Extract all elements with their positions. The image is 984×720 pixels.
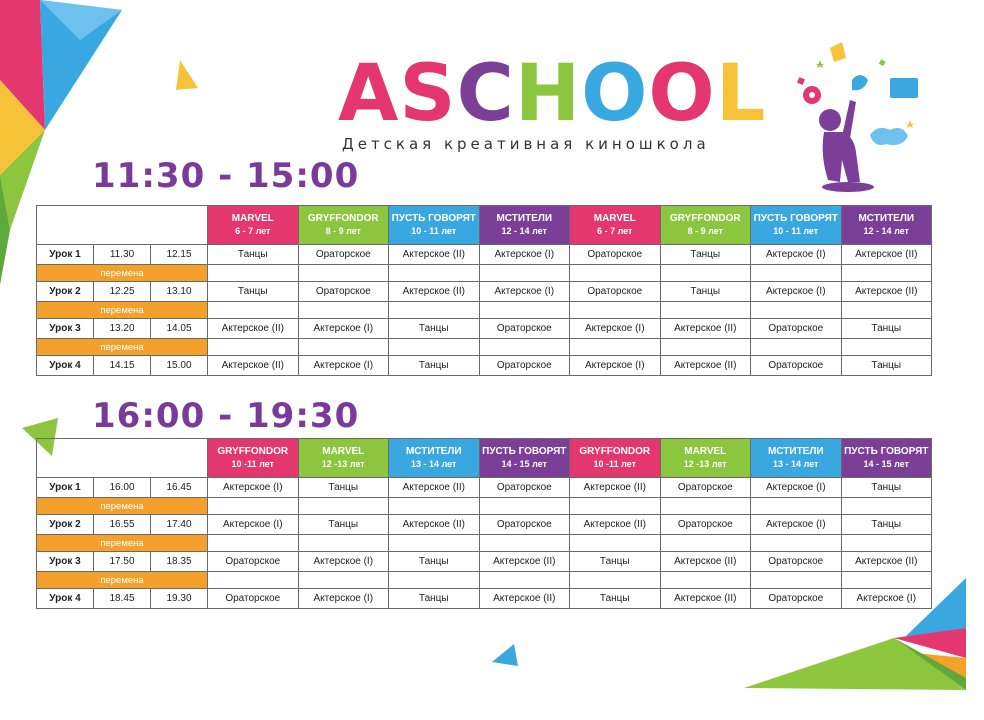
group-header-row (37, 206, 932, 245)
lesson-label: Урок 3 (37, 319, 94, 339)
class-cell: Ораторское (751, 552, 842, 572)
lesson-row (37, 356, 932, 376)
class-cell: Ораторское (479, 356, 570, 376)
group-header (208, 439, 299, 478)
lesson-end: 17.40 (151, 515, 208, 535)
class-cell: Танцы (841, 515, 932, 535)
break-row (37, 265, 932, 282)
class-cell: Ораторское (298, 245, 389, 265)
header-spacer (37, 439, 208, 478)
group-header (479, 439, 570, 478)
break-row (37, 572, 932, 589)
group-header (389, 206, 480, 245)
empty-cell (841, 535, 932, 552)
group-header (751, 439, 842, 478)
group-name: GRYFFONDOR (307, 213, 379, 224)
lesson-label: Урок 3 (37, 552, 94, 572)
class-cell: Актерское (II) (660, 319, 751, 339)
lesson-label: Урок 2 (37, 282, 94, 302)
class-cell: Актерское (II) (570, 515, 661, 535)
lesson-label: Урок 4 (37, 589, 94, 609)
class-cell: Ораторское (479, 478, 570, 498)
empty-cell (660, 535, 751, 552)
logo-letter: S (399, 49, 457, 139)
class-cell: Танцы (298, 515, 389, 535)
empty-cell (570, 572, 661, 589)
class-cell: Ораторское (479, 319, 570, 339)
group-age: 10 -11 лет (593, 459, 636, 469)
empty-cell (751, 535, 842, 552)
empty-cell (841, 339, 932, 356)
class-cell: Ораторское (570, 282, 661, 302)
schedule-table (36, 205, 932, 376)
class-cell: Танцы (660, 245, 751, 265)
empty-cell (479, 302, 570, 319)
group-name: МСТИТЕЛИ (858, 213, 915, 224)
break-row (37, 302, 932, 319)
lesson-end: 19.30 (151, 589, 208, 609)
empty-cell (660, 498, 751, 515)
class-cell: Актерское (II) (841, 245, 932, 265)
lesson-label: Урок 4 (37, 356, 94, 376)
group-name: ПУСТЬ ГОВОРЯТ (482, 446, 567, 457)
break-label: перемена (37, 302, 208, 319)
class-cell: Актерское (I) (841, 589, 932, 609)
class-cell: Ораторское (660, 478, 751, 498)
group-header (660, 439, 751, 478)
class-cell: Актерское (II) (841, 282, 932, 302)
empty-cell (298, 572, 389, 589)
empty-cell (479, 498, 570, 515)
group-age: 14 - 15 лет (863, 459, 909, 469)
session-time-title: 11:30 - 15:00 (92, 156, 360, 196)
class-cell: Актерское (I) (298, 356, 389, 376)
group-name: GRYFFONDOR (669, 213, 741, 224)
empty-cell (389, 302, 480, 319)
group-name: GRYFFONDOR (217, 446, 289, 457)
lesson-start: 14.15 (94, 356, 151, 376)
group-name: MARVEL (231, 213, 274, 224)
empty-cell (570, 339, 661, 356)
empty-cell (389, 498, 480, 515)
class-cell: Актерское (I) (570, 356, 661, 376)
group-header (479, 206, 570, 245)
group-age: 6 - 7 лет (235, 226, 271, 236)
schedule-table (36, 438, 932, 609)
lesson-label: Урок 2 (37, 515, 94, 535)
group-age: 6 - 7 лет (597, 226, 633, 236)
lesson-label: Урок 1 (37, 245, 94, 265)
empty-cell (751, 265, 842, 282)
group-header (298, 439, 389, 478)
empty-cell (208, 302, 299, 319)
group-header (570, 439, 661, 478)
empty-cell (751, 339, 842, 356)
empty-cell (479, 339, 570, 356)
group-age: 10 - 11 лет (411, 226, 457, 236)
group-name: МСТИТЕЛИ (405, 446, 462, 457)
class-cell: Танцы (841, 319, 932, 339)
lesson-end: 14.05 (151, 319, 208, 339)
logo-letter: A (338, 49, 400, 139)
break-label: перемена (37, 498, 208, 515)
group-name: MARVEL (322, 446, 365, 457)
class-cell: Актерское (I) (479, 282, 570, 302)
class-cell: Танцы (389, 552, 480, 572)
empty-cell (389, 339, 480, 356)
group-age: 10 - 11 лет (773, 226, 819, 236)
class-cell: Актерское (II) (660, 356, 751, 376)
group-header (660, 206, 751, 245)
group-name: ПУСТЬ ГОВОРЯТ (753, 213, 838, 224)
class-cell: Ораторское (751, 356, 842, 376)
empty-cell (479, 572, 570, 589)
lesson-start: 12.25 (94, 282, 151, 302)
empty-cell (841, 498, 932, 515)
empty-cell (389, 572, 480, 589)
class-cell: Ораторское (479, 515, 570, 535)
group-age: 12 - 14 лет (501, 226, 547, 236)
lesson-start: 16.00 (94, 478, 151, 498)
logo-wordmark (338, 49, 788, 139)
class-cell: Ораторское (298, 282, 389, 302)
lesson-row (37, 589, 932, 609)
empty-cell (208, 535, 299, 552)
empty-cell (479, 535, 570, 552)
class-cell: Актерское (I) (570, 319, 661, 339)
lesson-row (37, 282, 932, 302)
class-cell: Актерское (I) (751, 478, 842, 498)
empty-cell (208, 339, 299, 356)
class-cell: Танцы (208, 282, 299, 302)
empty-cell (660, 572, 751, 589)
lesson-row (37, 319, 932, 339)
class-cell: Актерское (I) (298, 319, 389, 339)
logo-letter: O (648, 49, 716, 139)
group-name: GRYFFONDOR (579, 446, 651, 457)
class-cell: Актерское (II) (208, 356, 299, 376)
group-age: 12 -13 лет (683, 459, 727, 469)
lesson-label: Урок 1 (37, 478, 94, 498)
group-name: ПУСТЬ ГОВОРЯТ (844, 446, 929, 457)
empty-cell (298, 302, 389, 319)
lesson-row (37, 478, 932, 498)
lesson-row (37, 552, 932, 572)
group-header-row (37, 439, 932, 478)
lesson-row (37, 245, 932, 265)
lesson-end: 16.45 (151, 478, 208, 498)
class-cell: Актерское (II) (841, 552, 932, 572)
empty-cell (660, 265, 751, 282)
lesson-row (37, 515, 932, 535)
class-cell: Танцы (841, 356, 932, 376)
empty-cell (660, 302, 751, 319)
class-cell: Актерское (I) (298, 552, 389, 572)
class-cell: Актерское (I) (208, 478, 299, 498)
class-cell: Танцы (570, 552, 661, 572)
class-cell: Актерское (I) (479, 245, 570, 265)
lesson-end: 12.15 (151, 245, 208, 265)
group-name: ПУСТЬ ГОВОРЯТ (391, 213, 476, 224)
triangle-decoration (176, 60, 200, 92)
class-cell: Актерское (II) (660, 552, 751, 572)
group-header (208, 206, 299, 245)
empty-cell (751, 302, 842, 319)
brand-tagline: Детская креативная киношкола (342, 135, 710, 153)
class-cell: Актерское (I) (751, 282, 842, 302)
class-cell: Танцы (841, 478, 932, 498)
lesson-start: 11.30 (94, 245, 151, 265)
class-cell: Танцы (389, 589, 480, 609)
empty-cell (208, 498, 299, 515)
empty-cell (841, 265, 932, 282)
group-age: 13 - 14 лет (411, 459, 457, 469)
group-name: MARVEL (593, 213, 636, 224)
brand-logo (338, 49, 788, 153)
group-header (751, 206, 842, 245)
class-cell: Актерское (I) (751, 245, 842, 265)
empty-cell (389, 535, 480, 552)
logo-letter: H (514, 49, 582, 139)
logo-letter: C (456, 49, 515, 139)
empty-cell (570, 302, 661, 319)
session-time-title: 16:00 - 19:30 (92, 396, 360, 436)
group-age: 12 -13 лет (321, 459, 365, 469)
empty-cell (298, 498, 389, 515)
class-cell: Танцы (570, 589, 661, 609)
group-age: 13 - 14 лет (773, 459, 819, 469)
empty-cell (570, 535, 661, 552)
group-header (389, 439, 480, 478)
class-cell: Актерское (II) (389, 478, 480, 498)
class-cell: Актерское (I) (751, 515, 842, 535)
class-cell: Актерское (II) (479, 552, 570, 572)
lesson-end: 18.35 (151, 552, 208, 572)
group-name: МСТИТЕЛИ (496, 213, 553, 224)
class-cell: Танцы (660, 282, 751, 302)
group-header (841, 439, 932, 478)
class-cell: Танцы (298, 478, 389, 498)
lesson-start: 16.55 (94, 515, 151, 535)
header-spacer (37, 206, 208, 245)
empty-cell (298, 265, 389, 282)
empty-cell (751, 572, 842, 589)
lesson-end: 13.10 (151, 282, 208, 302)
group-name: МСТИТЕЛИ (767, 446, 824, 457)
class-cell: Танцы (389, 319, 480, 339)
class-cell: Ораторское (570, 245, 661, 265)
lesson-end: 15.00 (151, 356, 208, 376)
group-header (841, 206, 932, 245)
class-cell: Актерское (II) (389, 282, 480, 302)
group-header (298, 206, 389, 245)
lesson-start: 17.50 (94, 552, 151, 572)
logo-letter: O (581, 49, 649, 139)
break-label: перемена (37, 572, 208, 589)
empty-cell (570, 265, 661, 282)
empty-cell (841, 302, 932, 319)
empty-cell (389, 265, 480, 282)
group-age: 14 - 15 лет (501, 459, 547, 469)
class-cell: Ораторское (208, 589, 299, 609)
class-cell: Актерское (II) (570, 478, 661, 498)
class-cell: Актерское (I) (298, 589, 389, 609)
logo-letter: L (715, 49, 767, 139)
break-row (37, 498, 932, 515)
empty-cell (298, 339, 389, 356)
empty-cell (298, 535, 389, 552)
class-cell: Ораторское (208, 552, 299, 572)
group-age: 10 -11 лет (231, 459, 274, 469)
class-cell: Актерское (II) (660, 589, 751, 609)
break-label: перемена (37, 339, 208, 356)
class-cell: Танцы (389, 356, 480, 376)
group-name: MARVEL (684, 446, 727, 457)
class-cell: Танцы (208, 245, 299, 265)
class-cell: Ораторское (751, 319, 842, 339)
group-age: 8 - 9 лет (325, 226, 361, 236)
class-cell: Актерское (II) (389, 245, 480, 265)
empty-cell (208, 265, 299, 282)
class-cell: Ораторское (660, 515, 751, 535)
group-age: 12 - 14 лет (863, 226, 909, 236)
lesson-start: 18.45 (94, 589, 151, 609)
group-header (570, 206, 661, 245)
class-cell: Актерское (I) (208, 515, 299, 535)
empty-cell (479, 265, 570, 282)
lesson-start: 13.20 (94, 319, 151, 339)
empty-cell (751, 498, 842, 515)
triangle-decoration (492, 644, 522, 668)
empty-cell (841, 572, 932, 589)
break-row (37, 535, 932, 552)
mascot-child-illustration (790, 40, 930, 195)
empty-cell (570, 498, 661, 515)
class-cell: Актерское (II) (389, 515, 480, 535)
empty-cell (660, 339, 751, 356)
group-age: 8 - 9 лет (687, 226, 723, 236)
empty-cell (208, 572, 299, 589)
class-cell: Ораторское (751, 589, 842, 609)
break-label: перемена (37, 265, 208, 282)
break-label: перемена (37, 535, 208, 552)
break-row (37, 339, 932, 356)
class-cell: Актерское (II) (208, 319, 299, 339)
class-cell: Актерское (II) (479, 589, 570, 609)
